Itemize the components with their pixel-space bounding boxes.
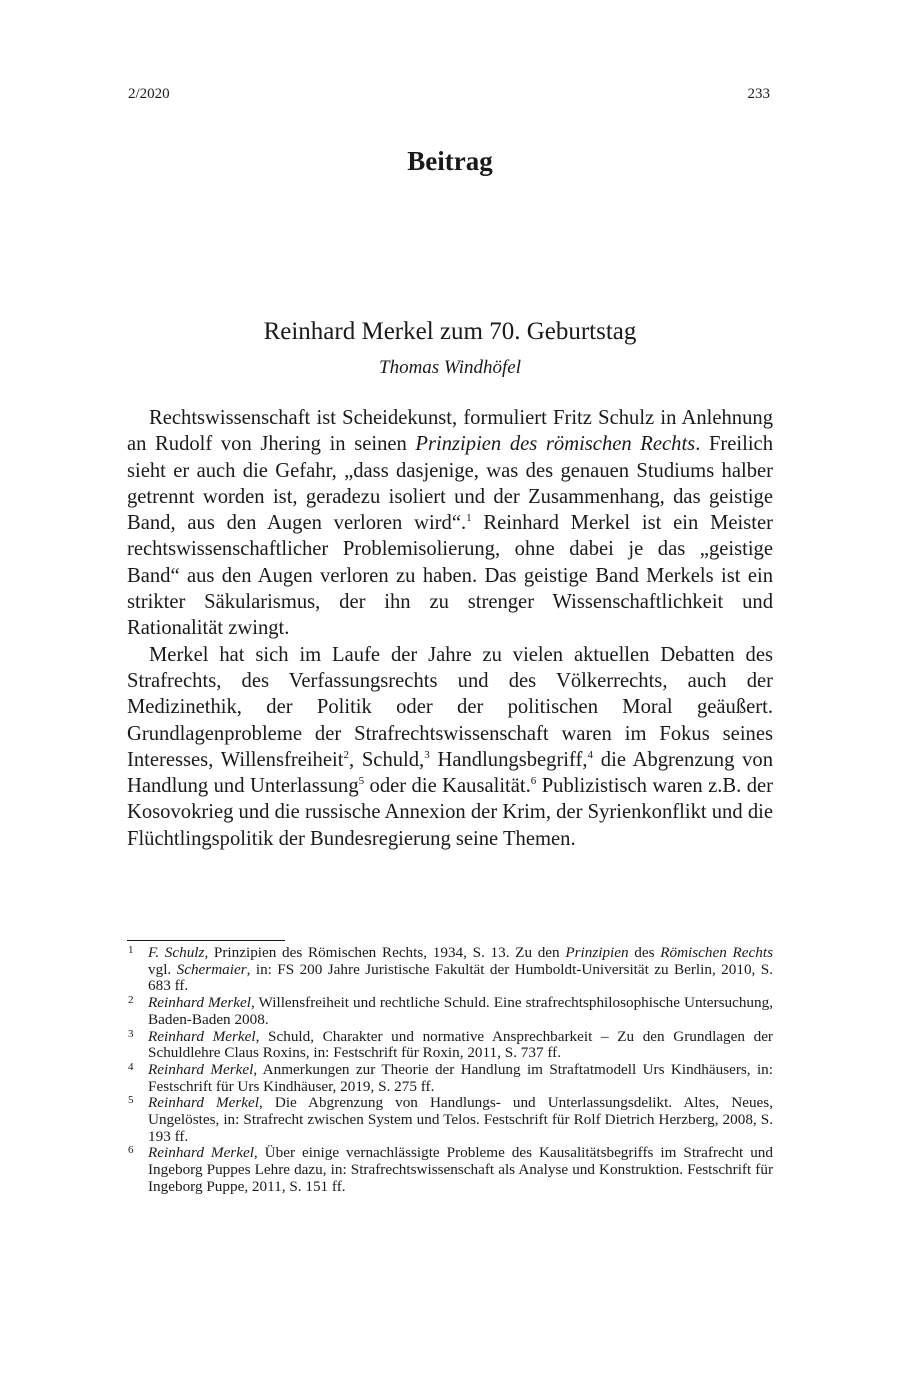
article-author: Thomas Windhöfel [379,357,521,378]
footnote-2 [127,995,773,1028]
footnotes [127,945,773,1196]
text-run-italic: Reinhard Merkel [148,1027,256,1045]
footnote-1 [127,945,773,995]
footnote-number: 1 [128,944,134,956]
text-run-italic: Prinzipien des römischen Rechts [415,433,696,456]
footnote-number: 2 [128,994,134,1007]
text-run: vgl. [148,960,177,978]
text-run: , Anmerkungen zur Theorie der Handlung im Straftatmodell Urs Kindhäusers, in: Festschrift für Urs Kindhäuser, 2019, S. 275 ff. [148,1060,773,1095]
text-run: , Die Abgrenzung von Handlungs- und Unterlassungsdelikt. Altes, Neues, Ungelöstes, in: Strafrecht zwischen System und Telos. Festschrift für Rolf Dietrich Herzberg, 2008, S. 193 ff. [148,1094,773,1145]
section-label: Beitrag [407,146,493,176]
footnote-ref-1[interactable]: 1 [466,512,472,525]
footnote-ref-3[interactable]: 3 [424,749,430,761]
text-run: , in: FS 200 Jahre Juristische Fakultät der Humboldt-Universität zu Berlin, 2010, S. 683 ff. [148,960,773,995]
footnote-number: 5 [128,1094,134,1107]
footnote-number: 3 [128,1027,134,1040]
text-run: , Über einige vernachlässigte Probleme des Kausalitätsbegriffs im Strafrecht und Ingeborg Puppes Lehre dazu, in: Strafrechtswissenschaft als Analyse und Konstruktion. Festschrift für Ingeborg Puppe, 2011, S. 151 ff. [148,1144,773,1195]
page-number: 233 [747,86,770,102]
text-run-italic: Reinhard Merkel [148,1144,254,1162]
text-run: Rechtswissenschaft ist Scheidekunst, formuliert Fritz Schulz in Anlehnung an Rudolf von Jhering in seinen [127,407,773,456]
footnote-number: 6 [128,1144,134,1157]
text-run: Handlungsbegriff, [429,748,588,771]
text-run: , Willensfreiheit und rechtliche Schuld. Eine strafrechtsphilosophische Untersuchung, Baden-Baden 2008. [148,994,773,1028]
footnote-4 [127,1062,773,1095]
text-run-italic: Schermaier [176,960,247,978]
text-run-italic: Reinhard Merkel [148,994,251,1012]
text-run: , Schuld, Charakter und normative Ansprechbarkeit – Zu den Grundlagen der Schuldlehre Claus Roxins, in: Festschrift für Roxin, 2011, S. 737 ff. [148,1027,773,1062]
text-run-italic: F. Schulz, [148,944,209,961]
text-run: Reinhard Merkel ist ein Meister rechtswissenschaftlicher Problemisolierung, ohne dabei je das „geistige Band“ aus den Augen verloren zu haben. Das geistige Band Merkels ist ein strikter Säkularismus, der ihn zu strenger Wissenschaftlichkeit und Rationalität zwingt. [127,512,773,640]
text-run-italic: Prinzipien [565,944,629,961]
footnote-6 [127,1145,773,1195]
footnote-ref-4[interactable]: 4 [587,749,594,761]
text-run-italic: Römischen Rechts [660,944,773,961]
paragraph [127,642,773,852]
issue-number: 2/2020 [128,86,170,102]
footnote-number: 4 [128,1060,134,1073]
text-run: Merkel hat sich im Laufe der Jahre zu vielen aktuellen Debatten des Strafrechts, des Verfassungsrechts und des Völkerrechts, auch der Medizinethik, der Politik oder der politischen Moral geäußert. Grundlagenprobleme der Strafrechtswissenschaft waren im Fokus seines Interesses, Willensfreiheit [127,643,773,771]
footnote-separator [127,940,285,941]
text-run: Publizistisch waren z.B. der Kosovokrieg und die russische Annexion der Krim, der Syrienkonflikt und die Flüchtlingspolitik der Bundesregierung seine Themen. [127,775,773,850]
text-run-italic: Reinhard Merkel [148,1094,260,1112]
article-title: Reinhard Merkel zum 70. Geburtstag [263,318,637,345]
text-run-italic: Reinhard Merkel [148,1060,254,1078]
text-run: Prinzipien des Römischen Rechts, 1934, S. 13. Zu den [208,944,566,961]
text-run: . Freilich sieht er auch die Gefahr, „dass dasjenige, was des genauen Studiums halber getrennt worden ist, geradezu isoliert und der Zusammenhang, das geistige Band, aus den Augen verloren wird“. [127,433,773,535]
footnote-3 [127,1029,773,1062]
text-run: , Schuld, [348,748,425,771]
text-run: die Abgrenzung von Handlung und Unterlassung [127,748,774,798]
paragraph [127,405,773,642]
text-run: des [628,944,661,961]
footnote-ref-5[interactable]: 5 [358,775,365,788]
footnote-ref-2[interactable]: 2 [343,749,349,761]
article-body [127,405,773,852]
footnote-ref-6[interactable]: 6 [530,775,537,788]
footnote-5 [127,1095,773,1145]
text-run: oder die Kausalität. [364,775,531,798]
